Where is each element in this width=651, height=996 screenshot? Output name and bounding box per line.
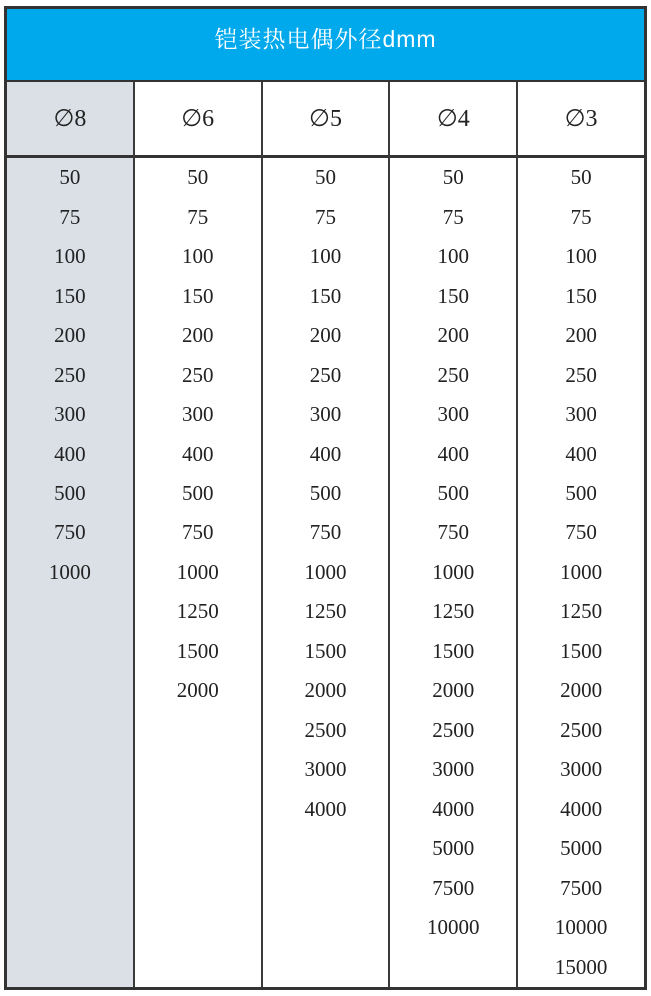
diameter-column-d6 bbox=[135, 82, 263, 987]
length-cells bbox=[135, 158, 261, 987]
length-value-cell: 500 bbox=[437, 480, 470, 505]
diameter-column-header: ∅5 bbox=[263, 82, 389, 158]
length-value-cell: 1250 bbox=[176, 599, 219, 624]
length-value-cell bbox=[263, 947, 389, 986]
length-cells bbox=[518, 158, 644, 987]
diameter-column-d5 bbox=[263, 82, 391, 987]
length-value-cell: 3000 bbox=[560, 757, 603, 782]
length-value-cell: 250 bbox=[309, 362, 342, 387]
length-value-cell: 4000 bbox=[304, 796, 347, 821]
length-value-cell: 2000 bbox=[304, 678, 347, 703]
length-value-cell: 500 bbox=[565, 480, 597, 505]
table-title-bar bbox=[7, 9, 644, 82]
length-value-cell: 5000 bbox=[560, 836, 603, 861]
length-value-cell: 4000 bbox=[432, 796, 475, 821]
length-value-cell: 300 bbox=[437, 402, 470, 427]
length-value-cell: 500 bbox=[54, 480, 86, 505]
length-value-cell: 250 bbox=[565, 362, 597, 387]
length-value-cell: 7500 bbox=[432, 875, 475, 900]
length-cells bbox=[390, 158, 516, 987]
length-value-cell: 200 bbox=[437, 323, 470, 348]
length-value-cell: 300 bbox=[565, 402, 597, 427]
length-value-cell: 75 bbox=[442, 204, 464, 229]
length-value-cell: 75 bbox=[314, 204, 336, 229]
length-value-cell: 1500 bbox=[304, 638, 347, 663]
length-value-cell: 150 bbox=[54, 283, 86, 308]
length-value-cell: 100 bbox=[54, 244, 86, 269]
length-value-cell: 200 bbox=[54, 323, 86, 348]
length-value-cell bbox=[263, 908, 389, 947]
length-value-cell bbox=[7, 671, 133, 710]
length-value-cell: 50 bbox=[314, 165, 336, 190]
diameter-column-header: ∅4 bbox=[390, 82, 516, 158]
length-value-cell bbox=[135, 711, 261, 750]
length-value-cell: 10000 bbox=[554, 915, 608, 940]
length-value-cell bbox=[7, 790, 133, 829]
length-value-cell: 100 bbox=[437, 244, 470, 269]
length-value-cell: 75 bbox=[187, 204, 209, 229]
length-value-cell: 1250 bbox=[560, 599, 603, 624]
length-value-cell: 750 bbox=[181, 520, 214, 545]
length-cells bbox=[263, 158, 389, 987]
length-value-cell: 1000 bbox=[432, 559, 475, 584]
length-value-cell: 1000 bbox=[560, 559, 603, 584]
length-cells bbox=[7, 158, 133, 987]
length-value-cell: 7500 bbox=[560, 875, 603, 900]
length-value-cell: 200 bbox=[309, 323, 342, 348]
length-value-cell bbox=[7, 592, 133, 631]
length-value-cell bbox=[135, 947, 261, 986]
length-value-cell: 10000 bbox=[427, 915, 480, 940]
length-value-cell: 400 bbox=[309, 441, 342, 466]
length-value-cell: 2000 bbox=[560, 678, 603, 703]
length-value-cell: 1500 bbox=[176, 638, 219, 663]
table-title: 铠装热电偶外径dmm bbox=[214, 26, 437, 52]
length-value-cell bbox=[390, 947, 516, 986]
length-value-cell: 100 bbox=[309, 244, 342, 269]
diameter-column-d4 bbox=[390, 82, 518, 987]
length-value-cell: 300 bbox=[54, 402, 86, 427]
length-value-cell: 3000 bbox=[432, 757, 475, 782]
length-value-cell: 50 bbox=[442, 165, 464, 190]
length-value-cell: 50 bbox=[187, 165, 209, 190]
length-value-cell: 300 bbox=[181, 402, 214, 427]
length-value-cell: 1500 bbox=[560, 638, 603, 663]
length-value-cell: 150 bbox=[181, 283, 214, 308]
table-grid bbox=[7, 82, 644, 987]
length-value-cell: 50 bbox=[59, 165, 81, 190]
length-value-cell: 2500 bbox=[560, 717, 603, 742]
length-value-cell: 400 bbox=[54, 441, 86, 466]
length-value-cell: 100 bbox=[181, 244, 214, 269]
length-value-cell: 400 bbox=[437, 441, 470, 466]
length-value-cell bbox=[7, 829, 133, 868]
length-value-cell: 150 bbox=[565, 283, 597, 308]
length-value-cell bbox=[135, 908, 261, 947]
diameter-column-d8 bbox=[7, 82, 135, 987]
length-value-cell: 750 bbox=[309, 520, 342, 545]
length-value-cell: 150 bbox=[437, 283, 470, 308]
length-value-cell: 250 bbox=[437, 362, 470, 387]
length-value-cell: 2500 bbox=[432, 717, 475, 742]
length-value-cell bbox=[7, 711, 133, 750]
length-value-cell: 2000 bbox=[432, 678, 475, 703]
length-value-cell: 200 bbox=[565, 323, 597, 348]
diameter-column-header: ∅8 bbox=[7, 82, 133, 158]
diameter-column-d3 bbox=[518, 82, 644, 987]
length-value-cell: 500 bbox=[181, 480, 214, 505]
length-value-cell: 50 bbox=[570, 165, 592, 190]
length-value-cell bbox=[135, 790, 261, 829]
length-value-cell: 750 bbox=[437, 520, 470, 545]
length-value-cell bbox=[263, 868, 389, 907]
length-value-cell: 150 bbox=[309, 283, 342, 308]
length-value-cell: 100 bbox=[565, 244, 597, 269]
length-value-cell: 250 bbox=[54, 362, 86, 387]
length-value-cell: 75 bbox=[570, 204, 592, 229]
length-value-cell: 1500 bbox=[432, 638, 475, 663]
length-value-cell: 400 bbox=[181, 441, 214, 466]
length-value-cell bbox=[263, 829, 389, 868]
length-value-cell: 5000 bbox=[432, 836, 475, 861]
length-value-cell: 400 bbox=[565, 441, 597, 466]
length-value-cell: 1000 bbox=[304, 559, 347, 584]
length-value-cell: 750 bbox=[54, 520, 86, 545]
length-value-cell bbox=[7, 632, 133, 671]
length-value-cell: 1250 bbox=[432, 599, 475, 624]
length-value-cell: 15000 bbox=[554, 954, 608, 979]
length-value-cell: 4000 bbox=[560, 796, 603, 821]
length-value-cell bbox=[135, 750, 261, 789]
length-value-cell: 75 bbox=[59, 204, 81, 229]
diameter-column-header: ∅6 bbox=[135, 82, 261, 158]
length-value-cell bbox=[135, 868, 261, 907]
length-value-cell: 200 bbox=[181, 323, 214, 348]
length-value-cell bbox=[7, 947, 133, 986]
length-value-cell bbox=[135, 829, 261, 868]
length-value-cell bbox=[7, 908, 133, 947]
length-value-cell bbox=[7, 750, 133, 789]
length-value-cell: 2500 bbox=[304, 717, 347, 742]
length-value-cell: 1000 bbox=[176, 559, 219, 584]
length-value-cell: 1000 bbox=[48, 559, 91, 584]
length-value-cell: 300 bbox=[309, 402, 342, 427]
length-value-cell: 250 bbox=[181, 362, 214, 387]
length-value-cell: 2000 bbox=[176, 678, 219, 703]
length-value-cell bbox=[7, 868, 133, 907]
length-value-cell: 3000 bbox=[304, 757, 347, 782]
length-value-cell: 1250 bbox=[304, 599, 347, 624]
diameter-column-header: ∅3 bbox=[518, 82, 644, 158]
length-value-cell: 750 bbox=[565, 520, 597, 545]
length-value-cell: 500 bbox=[309, 480, 342, 505]
thermocouple-diameter-table bbox=[4, 6, 647, 990]
